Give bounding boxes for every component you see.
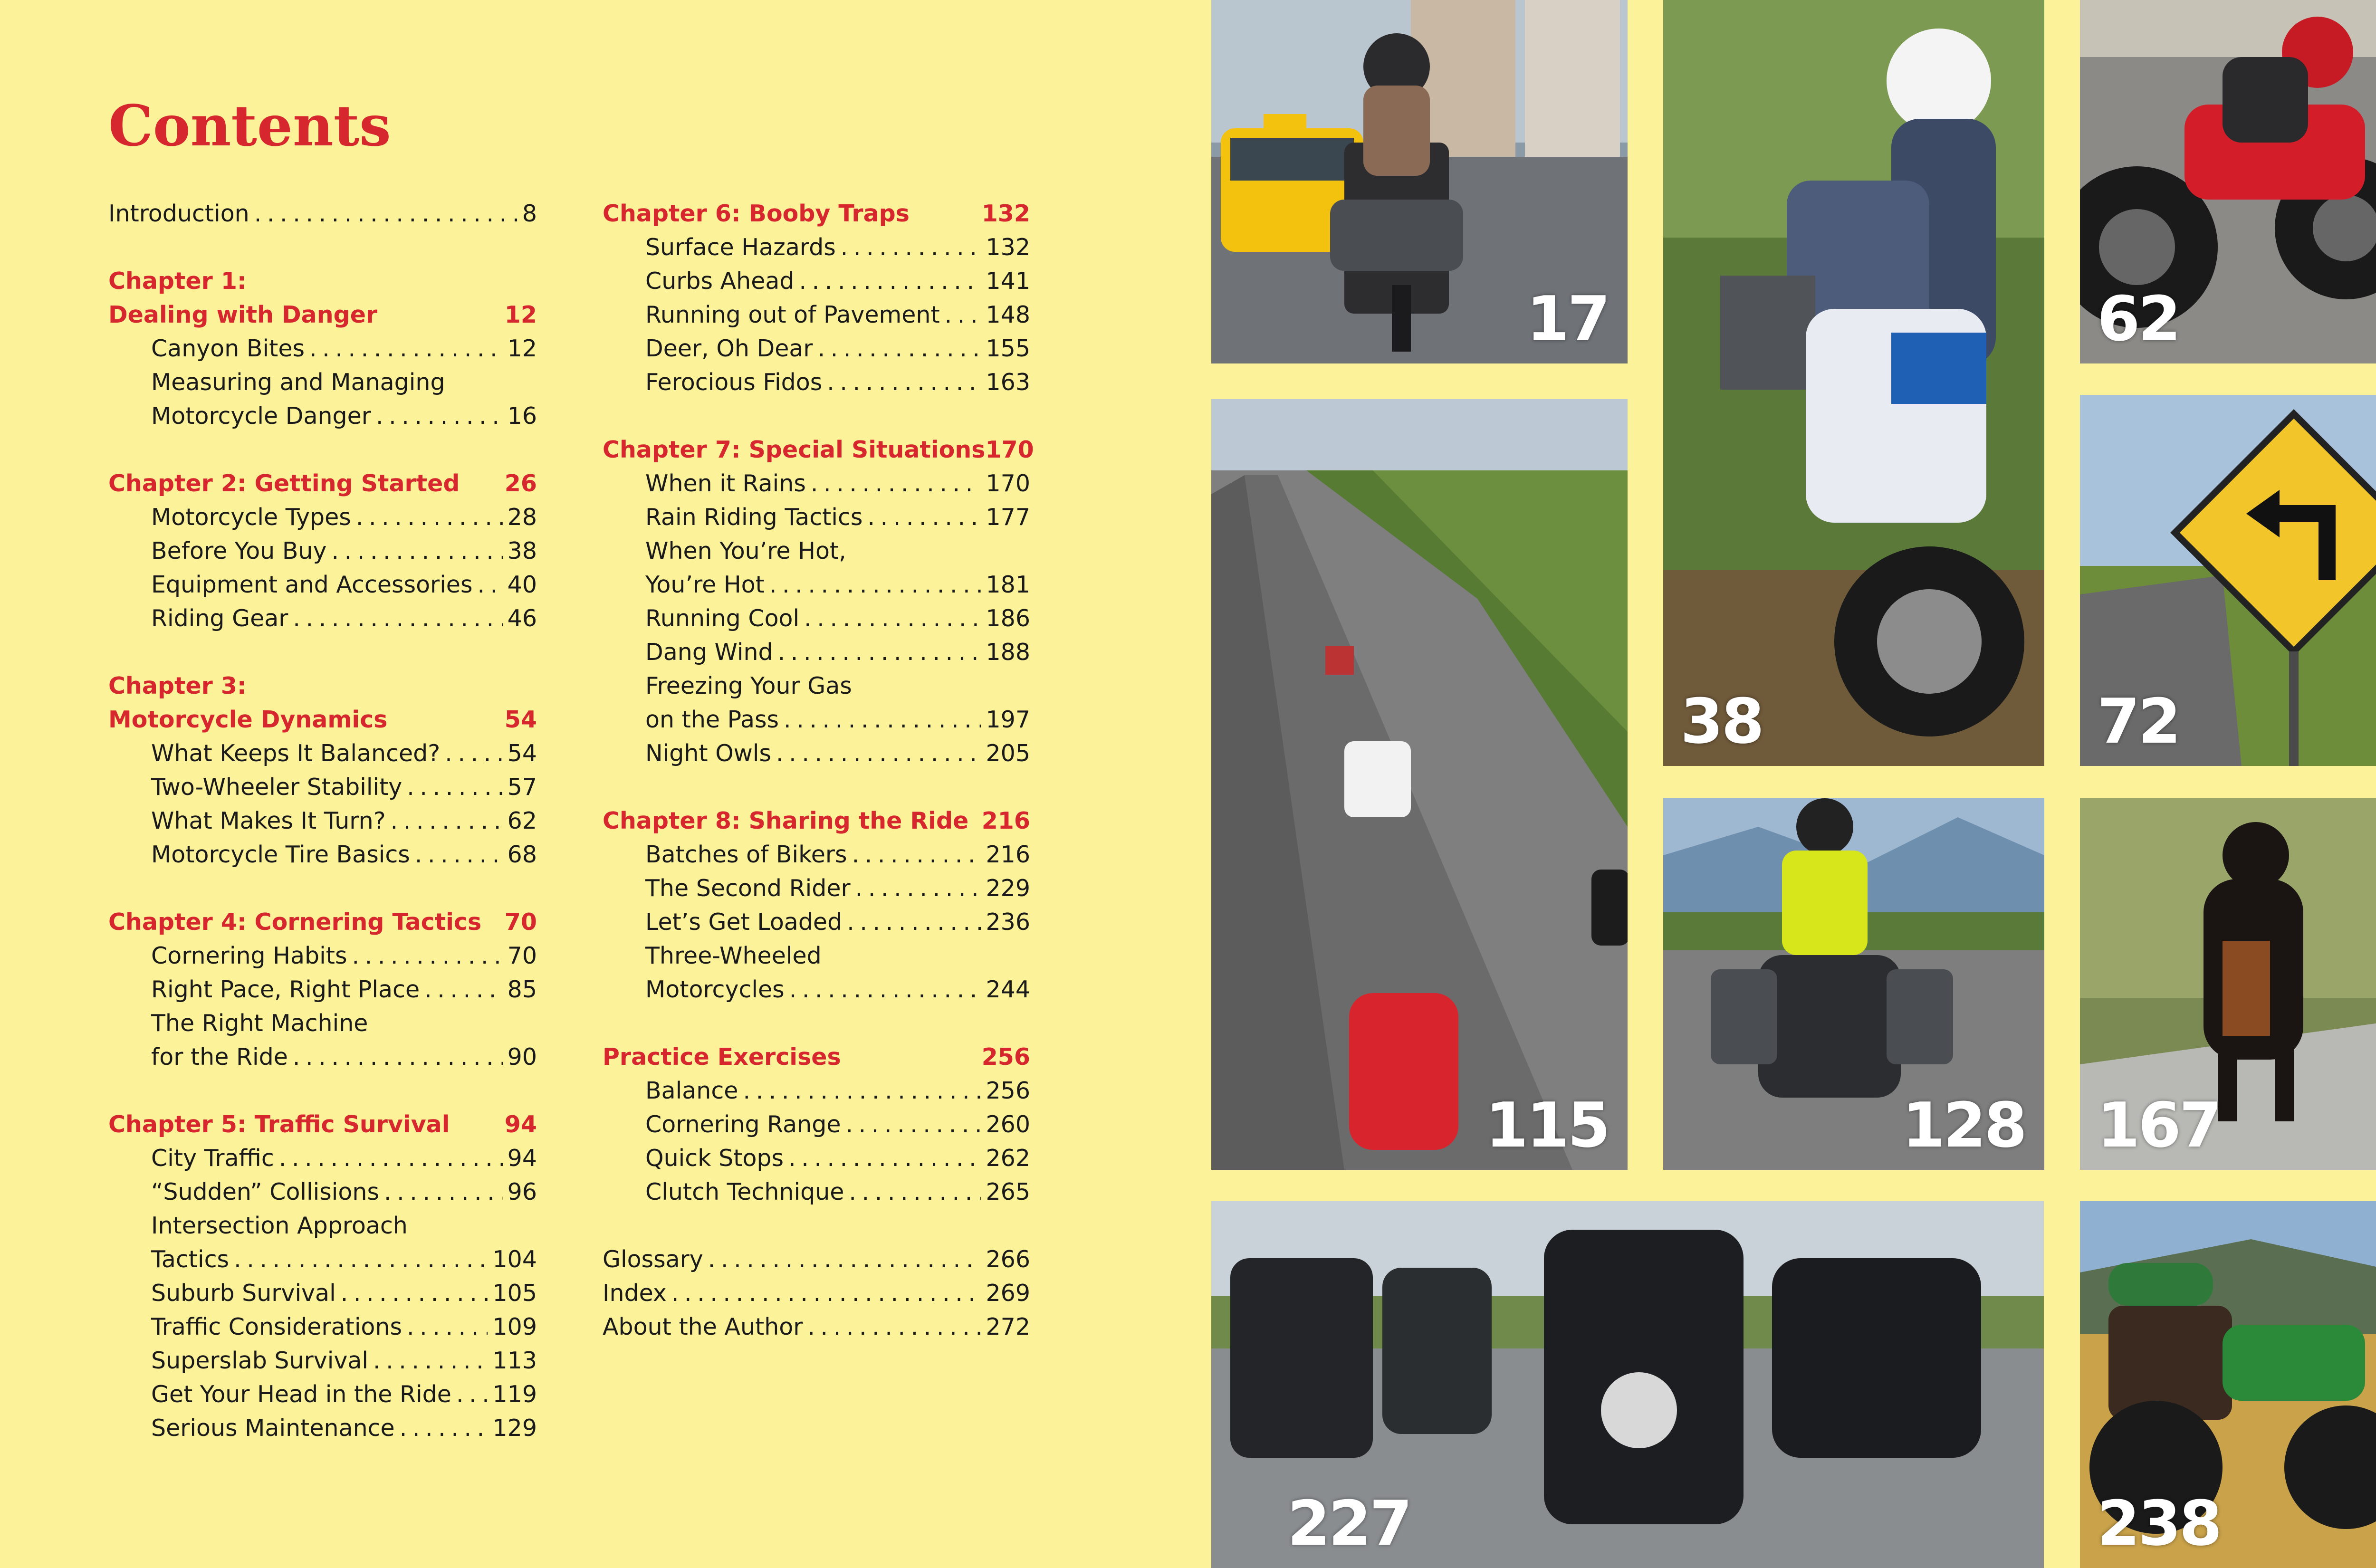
toc-page-number: 96 (507, 1178, 537, 1205)
dot-leader (477, 568, 502, 602)
toc-entry[interactable] (603, 1108, 1030, 1141)
toc-chapter-heading[interactable] (108, 703, 537, 736)
toc-entry[interactable] (603, 1310, 1030, 1344)
toc-page-number: 177 (986, 504, 1030, 531)
toc-entry-label: Riding Gear (151, 605, 288, 632)
toc-entry-label: Chapter 4: Cornering Tactics (108, 908, 482, 936)
toc-entry-label: Chapter 7: Special Situations (603, 436, 986, 463)
toc-page-number: 186 (986, 605, 1030, 632)
toc-entry[interactable] (108, 838, 537, 871)
toc-chapter-heading[interactable] (108, 905, 537, 939)
toc-entry[interactable] (603, 568, 1030, 602)
toc-page-number: 188 (986, 639, 1030, 666)
dot-leader (376, 399, 503, 433)
page-title: Contents (108, 93, 391, 159)
dot-leader (400, 1411, 488, 1445)
dot-leader (391, 804, 503, 838)
toc-spacer (603, 399, 1030, 433)
dot-leader (852, 838, 981, 871)
toc-chapter-heading[interactable] (603, 433, 1034, 467)
toc-entry-label: Clutch Technique (645, 1178, 844, 1205)
toc-entry[interactable] (108, 399, 537, 433)
dot-leader (849, 1175, 981, 1209)
toc-entry[interactable] (108, 1344, 537, 1377)
toc-entry[interactable] (108, 500, 537, 534)
dot-leader (945, 298, 981, 332)
toc-spacer (603, 1006, 1030, 1040)
toc-entry[interactable] (603, 365, 1030, 399)
toc-entry[interactable] (108, 973, 537, 1006)
toc-page-number: 104 (492, 1246, 537, 1273)
toc-page-number: 8 (522, 200, 537, 227)
toc-page-number: 94 (507, 1145, 537, 1172)
toc-entry-label: Superslab Survival (151, 1347, 368, 1374)
toc-chapter-heading[interactable] (108, 264, 537, 298)
photo-page-number: 17 (1526, 283, 1609, 355)
dot-leader (309, 332, 503, 365)
toc-entry[interactable] (603, 500, 1030, 534)
toc-entry-label: on the Pass (645, 706, 779, 733)
dot-leader (456, 1377, 488, 1411)
toc-page-number: 229 (986, 875, 1030, 902)
toc-page-number: 256 (981, 1043, 1030, 1071)
toc-entry[interactable] (108, 1175, 537, 1209)
toc-entry-label: Three-Wheeled (645, 942, 822, 969)
toc-page-number: 90 (507, 1043, 537, 1071)
toc-entry-label: for the Ride (151, 1043, 288, 1071)
toc-page-number: 119 (492, 1381, 537, 1408)
toc-page-number: 70 (507, 942, 537, 969)
dot-leader (293, 602, 502, 635)
dot-leader (743, 1074, 981, 1108)
toc-entry[interactable] (603, 1243, 1030, 1276)
toc-spacer (108, 433, 537, 467)
dot-leader (788, 1141, 981, 1175)
toc-entry-label: Glossary (603, 1246, 703, 1273)
dot-leader (424, 973, 503, 1006)
toc-entry-label: Traffic Considerations (151, 1313, 402, 1340)
toc-entry-label: Chapter 6: Booby Traps (603, 200, 910, 227)
toc-page-number: 148 (986, 301, 1030, 328)
toc-page-number: 163 (986, 369, 1030, 396)
dot-leader (845, 1108, 981, 1141)
toc-entry[interactable] (603, 1141, 1030, 1175)
toc-entry[interactable] (108, 365, 537, 399)
toc-page-number: 85 (507, 976, 537, 1003)
toc-spacer (108, 230, 537, 264)
dot-leader (352, 939, 503, 973)
toc-entry-label: “Sudden” Collisions (151, 1178, 379, 1205)
toc-entry[interactable] (108, 332, 537, 365)
toc-entry[interactable] (108, 1411, 537, 1445)
photo-page-number: 128 (1902, 1089, 2025, 1161)
toc-entry-label: Running Cool (645, 605, 800, 632)
toc-page-number: 132 (981, 200, 1030, 227)
toc-entry-label: Canyon Bites (151, 335, 305, 362)
toc-entry-label: City Traffic (151, 1145, 274, 1172)
toc-entry[interactable] (108, 1040, 537, 1074)
toc-page-number: 38 (507, 537, 537, 564)
toc-entry[interactable] (108, 1377, 537, 1411)
toc-entry-label: Freezing Your Gas (645, 672, 852, 699)
toc-page-number: 68 (507, 841, 537, 868)
toc-entry[interactable] (603, 602, 1030, 635)
toc-entry-label: Chapter 2: Getting Started (108, 470, 460, 497)
toc-entry-label: Motorcycle Types (151, 504, 351, 531)
toc-entry-label: What Keeps It Balanced? (151, 740, 441, 767)
toc-entry[interactable] (108, 1243, 537, 1276)
toc-entry[interactable] (108, 1276, 537, 1310)
toc-entry-label: Batches of Bikers (645, 841, 847, 868)
dot-leader (384, 1175, 503, 1209)
toc-page-number: 244 (986, 976, 1030, 1003)
toc-entry[interactable] (603, 534, 1030, 568)
toc-entry-label: When You’re Hot, (645, 537, 846, 564)
toc-chapter-heading[interactable] (603, 804, 1030, 838)
dot-leader (254, 197, 517, 230)
toc-entry-label: About the Author (603, 1313, 803, 1340)
toc-spacer (603, 770, 1030, 804)
toc-entry-label: Before You Buy (151, 537, 327, 564)
dot-leader (807, 1310, 981, 1344)
toc-entry[interactable] (603, 1175, 1030, 1209)
toc-entry-label: The Right Machine (151, 1010, 368, 1037)
toc-entry-label: Introduction (108, 200, 249, 227)
toc-page-number: 28 (507, 504, 537, 531)
toc-page-number: 197 (986, 706, 1030, 733)
photo-page-number: 72 (2097, 685, 2179, 757)
toc-entry-label: Deer, Oh Dear (645, 335, 813, 362)
toc-entry[interactable] (108, 534, 537, 568)
dot-leader (818, 332, 981, 365)
toc-chapter-heading[interactable] (108, 467, 537, 500)
photo-page-number: 38 (1680, 685, 1763, 757)
toc-entry-label: The Second Rider (645, 875, 851, 902)
toc-entry-label: Dang Wind (645, 639, 773, 666)
toc-column-1 (108, 197, 537, 1445)
toc-page-number: 26 (504, 470, 537, 497)
toc-entry[interactable] (603, 467, 1030, 500)
toc-entry-label: Get Your Head in the Ride (151, 1381, 451, 1408)
dot-leader (804, 602, 981, 635)
toc-entry-label: Motorcycle Danger (151, 402, 371, 430)
photo-page-number: 167 (2097, 1089, 2221, 1161)
toc-page-number: 256 (986, 1077, 1030, 1104)
dot-leader (776, 736, 981, 770)
toc-spacer (603, 1209, 1030, 1243)
toc-page-number: 260 (986, 1111, 1030, 1138)
toc-entry[interactable] (108, 770, 537, 804)
photo-page-number: 227 (1287, 1487, 1411, 1559)
toc-entry-label: Measuring and Managing (151, 369, 445, 396)
toc-chapter-heading[interactable] (108, 669, 537, 703)
toc-entry[interactable] (108, 1141, 537, 1175)
photo-page-number: 115 (1485, 1089, 1609, 1161)
toc-page-number: 54 (504, 706, 537, 733)
toc-page-number: 265 (986, 1178, 1030, 1205)
dot-leader (778, 635, 981, 669)
toc-page-number: 155 (986, 335, 1030, 362)
dot-leader (356, 500, 503, 534)
dot-leader (799, 264, 981, 298)
photo-hi-vis-rider (1663, 798, 2044, 1170)
dot-leader (867, 500, 981, 534)
toc-entry[interactable] (108, 804, 537, 838)
toc-entry-label: Cornering Habits (151, 942, 347, 969)
toc-chapter-heading[interactable] (603, 1040, 1030, 1074)
toc-entry-label: Chapter 1: (108, 268, 247, 295)
dot-leader (415, 838, 503, 871)
toc-entry-label: Rain Riding Tactics (645, 504, 863, 531)
toc-page-number: 12 (507, 335, 537, 362)
toc-page-number: 269 (986, 1280, 1030, 1307)
toc-page-number: 170 (986, 470, 1030, 497)
toc-entry-label: Index (603, 1280, 667, 1307)
toc-entry[interactable] (108, 568, 537, 602)
toc-entry[interactable] (603, 669, 1030, 703)
dot-leader (855, 871, 981, 905)
dot-leader (784, 703, 981, 736)
toc-entry[interactable] (603, 1276, 1030, 1310)
dot-leader (769, 568, 981, 602)
toc-page-number: 62 (507, 807, 537, 834)
photo-adventure-bike (1663, 0, 2044, 766)
toc-page-number: 113 (492, 1347, 537, 1374)
toc-entry-label: You’re Hot (645, 571, 765, 598)
toc-entry-label: Let’s Get Loaded (645, 908, 843, 936)
toc-entry[interactable] (603, 298, 1030, 332)
toc-entry[interactable] (603, 871, 1030, 905)
dot-leader (827, 365, 981, 399)
toc-page-number: 132 (986, 234, 1030, 261)
photo-page-number: 62 (2097, 283, 2179, 355)
dot-leader (811, 467, 981, 500)
toc-entry[interactable] (108, 1209, 537, 1243)
toc-entry[interactable] (603, 230, 1030, 264)
toc-entry[interactable] (108, 1310, 537, 1344)
toc-entry[interactable] (603, 703, 1030, 736)
toc-entry-label: Night Owls (645, 740, 772, 767)
toc-chapter-heading[interactable] (108, 298, 537, 332)
toc-entry[interactable] (603, 332, 1030, 365)
toc-entry-label: Motorcycle Dynamics (108, 706, 388, 733)
toc-entry-label: Suburb Survival (151, 1280, 336, 1307)
toc-entry-label: Cornering Range (645, 1111, 841, 1138)
dot-leader (373, 1344, 488, 1377)
photo-taxi-rider (1211, 0, 1628, 363)
toc-page-number: 105 (492, 1280, 537, 1307)
toc-page-number: 272 (986, 1313, 1030, 1340)
photo-page-number: 238 (2097, 1487, 2221, 1559)
toc-entry-label: Ferocious Fidos (645, 369, 823, 396)
toc-entry[interactable] (108, 197, 537, 230)
toc-page-number: 40 (507, 571, 537, 598)
dot-leader (847, 905, 981, 939)
dot-leader (708, 1243, 981, 1276)
toc-spacer (108, 1074, 537, 1108)
toc-page-number: 216 (986, 841, 1030, 868)
toc-page-number: 205 (986, 740, 1030, 767)
toc-page-number: 216 (981, 807, 1030, 834)
toc-entry-label: Curbs Ahead (645, 268, 795, 295)
toc-entry-label: Practice Exercises (603, 1043, 841, 1071)
toc-page-number: 57 (507, 774, 537, 801)
toc-entry[interactable] (603, 838, 1030, 871)
photo-group-ride (1211, 1201, 2044, 1568)
dot-leader (789, 973, 981, 1006)
toc-page-number: 46 (507, 605, 537, 632)
dot-leader (332, 534, 503, 568)
toc-page-number: 236 (986, 908, 1030, 936)
toc-entry-label: Motorcycle Tire Basics (151, 841, 410, 868)
toc-entry[interactable] (603, 973, 1030, 1006)
toc-entry-label: Right Pace, Right Place (151, 976, 420, 1003)
toc-entry[interactable] (108, 602, 537, 635)
photo-highway (1211, 399, 1628, 1170)
toc-entry-label: Chapter 5: Traffic Survival (108, 1111, 450, 1138)
toc-entry[interactable] (603, 939, 1030, 973)
toc-chapter-heading[interactable] (603, 197, 1030, 230)
dot-leader (407, 770, 502, 804)
toc-column-2 (603, 197, 1034, 1344)
toc-entry-label: Balance (645, 1077, 738, 1104)
toc-page-number: 129 (492, 1415, 537, 1442)
toc-entry-label: Motorcycles (645, 976, 785, 1003)
toc-entry-label: Quick Stops (645, 1145, 784, 1172)
toc-entry[interactable] (108, 939, 537, 973)
photo-curve-sign (2080, 395, 2376, 766)
toc-entry-label: Dealing with Danger (108, 301, 378, 328)
toc-page-number: 181 (986, 571, 1030, 598)
toc-entry[interactable] (603, 736, 1030, 770)
toc-page-number: 109 (492, 1313, 537, 1340)
toc-entry-label: Chapter 3: (108, 672, 247, 699)
toc-entry-label: Intersection Approach (151, 1212, 408, 1239)
toc-entry-label: Chapter 8: Sharing the Ride (603, 807, 969, 834)
toc-entry-label: Serious Maintenance (151, 1415, 395, 1442)
dot-leader (671, 1276, 981, 1310)
toc-page-number: 16 (507, 402, 537, 430)
toc-spacer (108, 871, 537, 905)
toc-entry[interactable] (108, 736, 537, 770)
toc-entry-label: When it Rains (645, 470, 806, 497)
toc-entry[interactable] (603, 905, 1030, 939)
photo-dual-sport (2080, 1201, 2376, 1568)
photo-rottweiler (2080, 798, 2376, 1170)
toc-entry-label: What Makes It Turn? (151, 807, 386, 834)
toc-page-number: 54 (507, 740, 537, 767)
photo-sport-bike (2080, 0, 2376, 363)
toc-entry[interactable] (603, 635, 1030, 669)
toc-page-number: 12 (504, 301, 537, 328)
toc-page-number: 141 (986, 268, 1030, 295)
dot-leader (234, 1243, 488, 1276)
toc-page-number: 266 (986, 1246, 1030, 1273)
toc-entry-label: Surface Hazards (645, 234, 836, 261)
toc-entry[interactable] (108, 1006, 537, 1040)
dot-leader (841, 230, 981, 264)
toc-entry[interactable] (603, 1074, 1030, 1108)
toc-entry-label: Two-Wheeler Stability (151, 774, 402, 801)
dot-leader (341, 1276, 488, 1310)
dot-leader (407, 1310, 488, 1344)
toc-chapter-heading[interactable] (108, 1108, 537, 1141)
dot-leader (293, 1040, 503, 1074)
toc-entry-label: Tactics (151, 1246, 230, 1273)
toc-entry[interactable] (603, 264, 1030, 298)
toc-page-number: 170 (985, 436, 1034, 463)
toc-entry-label: Running out of Pavement (645, 301, 940, 328)
dot-leader (279, 1141, 503, 1175)
toc-page-number: 262 (986, 1145, 1030, 1172)
toc-page-number: 70 (504, 908, 537, 936)
toc-entry-label: Equipment and Accessories (151, 571, 473, 598)
toc-spacer (108, 635, 537, 669)
dot-leader (445, 736, 502, 770)
toc-page-number: 94 (504, 1111, 537, 1138)
